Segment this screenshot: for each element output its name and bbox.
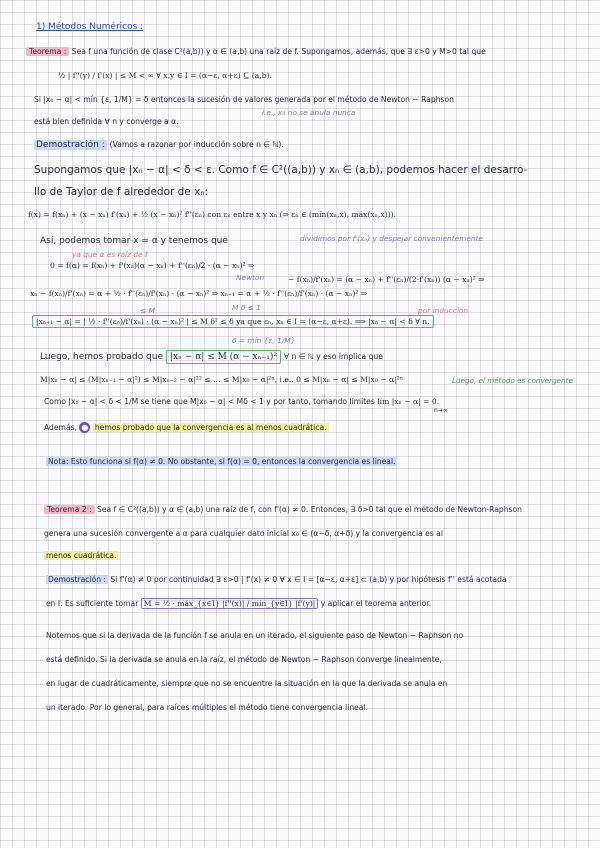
proof-1-line-2: llo de Taylor de f alrededor de xₙ:	[34, 186, 209, 198]
note-delta-def: δ = mín {ε, 1/M}	[232, 336, 296, 345]
proof-1-line-4: Luego, hemos probado que |xₙ − α| ≤ M (α − xₙ₋₁)² ∀ n ∈ ℕ y eso implica que	[40, 352, 383, 362]
chain-inequality: M|xₙ − α| ≤ (M|xₙ₋₁ − α|²) ≤ M|xₙ₋₂ − α|²² ≤ … ≤ M|x₀ − α|²ⁿ, i.e., 0 ≤ M|xₙ − α| ≤ M|x₀ − α|²ⁿ	[40, 375, 403, 384]
theorem-1-condition: Si |x₀ − α| < mín {ε, 1/M} = δ entonces la sucesión de valores generada por el método de Newton − Raphson	[34, 95, 454, 104]
note-induction: por inducción	[418, 306, 469, 315]
equation-1: 0 = f(α) = f(xₙ) + f'(xₙ)(α − xₙ) + f''(εₙ)/2 · (α − xₙ)² ⇒	[50, 261, 255, 270]
equation-3: |xₙ₊₁ − α| = | ½ · f''(εₙ)/f'(xₙ) · (α − xₙ)² | ≤ M δ² ≤ δ ya que εₙ, xₙ ∈ I = (α−ε, α+ε). ⟹ |xₙ − α| < δ ∀ n.	[32, 318, 434, 327]
theorem-2-line-3: menos cuadrática.	[46, 551, 117, 560]
key-inequality: |xₙ − α| ≤ M (α − xₙ₋₁)²	[166, 350, 281, 364]
proof-2-label: Demostración :	[48, 575, 106, 584]
closing-line-4: un iterado. Por lo general, para raíces múltiples el método tiene convergencia lineal.	[46, 703, 368, 712]
proof-1-line-1: Supongamos que |xₙ − α| < δ < ε. Como f ∈ C²((a,b)) y xₙ ∈ (a,b), podemos hacer el desarro-	[34, 164, 528, 176]
equation-2: xₙ − f(xₙ)/f'(xₙ) = α + ½ · f''(εₙ)/f'(xₙ) · (α − xₙ)² ⇒ xₙ₊₁ = α + ½ · f''(εₙ)/f'(xₙ) · (α − xₙ)² ⇒	[30, 289, 368, 298]
note-bound-m: ≤ M	[140, 306, 155, 315]
proof-1-line-6: Además, ● hemos probado que la convergencia es al menos cuadrática.	[44, 423, 327, 432]
closing-line-1: Notemos que si la derivada de la función f se anula en un iterado, el siguiente paso de Newton − Raphson no	[46, 631, 464, 640]
note-line: Nota: Esto funciona si f(α) ≠ 0. No obstante, si f(α) = 0, entonces la convergencia es lineal.	[48, 457, 396, 466]
note-divide: dividimos por f'(xₙ) y despejar convenientemente	[300, 234, 484, 243]
theorem-1-bound: ½ | f''(y) / f'(x) | ≤ M < ∞ ∀ x,y ∈ I = (α−ε, α+ε) ⊆ (a,b).	[58, 71, 272, 80]
closing-line-2: está definido. Si la derivada se anula en la raíz, el método de Newton − Raphson converge linealmente,	[46, 655, 442, 664]
proof-2-statement: Demostración : Si f'(α) ≠ 0 por continuidad ∃ ε>0 | f'(x) ≠ 0 ∀ x ∈ I = [α−ε, α+ε] ⊂ (a,b) y por hipótesis f'' está acotada	[48, 575, 507, 584]
proof-1-line-5: Como |x₀ − α| < δ < 1/M se tiene que M|x₀ − α| < Mδ < 1 y por tanto, tomando límites lím |xₙ − α| = 0.	[44, 397, 440, 406]
theorem-1-label: Teorema :	[26, 47, 69, 56]
section-title: 1) Métodos Numéricos :	[36, 22, 144, 32]
limit-subscript: n→∞	[434, 407, 448, 414]
note-convergent: Luego, el método es convergente	[452, 376, 573, 385]
limit-expression: lím |xₙ − α| = 0.	[377, 397, 440, 406]
equation-1b: − f(xₙ)/f'(xₙ) = (α − xₙ) + f''(εₙ)/(2·f'(xₙ)) (α − xₙ)² ⇒	[288, 275, 485, 284]
note-root: ya que α es raíz de f	[72, 250, 148, 259]
proof-1-line-3: Así, podemos tomar x = α y tenemos que	[40, 236, 228, 246]
theorem-2-statement: Teorema 2 : Sea f ∈ C²((a,b)) y α ∈ (a,b) una raíz de f, con f'(α) ≠ 0. Entonces, ∃ δ>0 tal que el método de Newton-Raphson	[44, 506, 522, 515]
proof-1-label: Demostración :	[36, 140, 105, 150]
proof-2-line-2: en I. Es suficiente tomar M = ½ · máx_{x∈I} |f''(x)| / mín_{y∈I} |f'(y)| y aplicar el teorema anterior.	[46, 599, 432, 608]
conclusion-icon: ●	[79, 422, 90, 433]
theorem-1-condition-2: está bien definida ∀ n y converge a α.	[34, 117, 179, 126]
proof-1-intro: Demostración : (Vamos a razonar por inducción sobre n ∈ ℕ).	[36, 140, 284, 150]
theorem-1-statement: Teorema : Sea f una función de clase C²(a,b)) y α ∈ (a,b) una raíz de f. Supongamos, además, que ∃ ε>0 y M>0 tal que	[26, 48, 486, 57]
closing-line-3: en lugar de cuadráticamente, siempre que no se encuentre la situación en la que la derivada se anula en	[46, 679, 448, 688]
theorem-2-label: Teorema 2 :	[44, 505, 95, 514]
note-m-delta: M δ ≤ 1	[232, 303, 261, 312]
taylor-expansion: f(x) = f(xₙ) + (x − xₙ) f'(xₙ) + ½ (x − xₙ)² f''(εₙ) con εₙ entre x y xₙ (⇒ εₙ ∈ (mín(xₙ,x), máx(xₙ,x))).	[28, 210, 396, 219]
theorem-2-line-2: genera una sucesión convergente a α para cualquier dato inicial x₀ ∈ (α−δ, α+δ) y la convergencia es al	[44, 529, 443, 538]
note-nonzero: i.e., x₀ no se anula nunca	[262, 108, 356, 117]
note-newton: Newton	[236, 273, 265, 282]
m-formula: M = ½ · máx_{x∈I} |f''(x)| / mín_{y∈I} |f'(y)|	[141, 598, 319, 609]
